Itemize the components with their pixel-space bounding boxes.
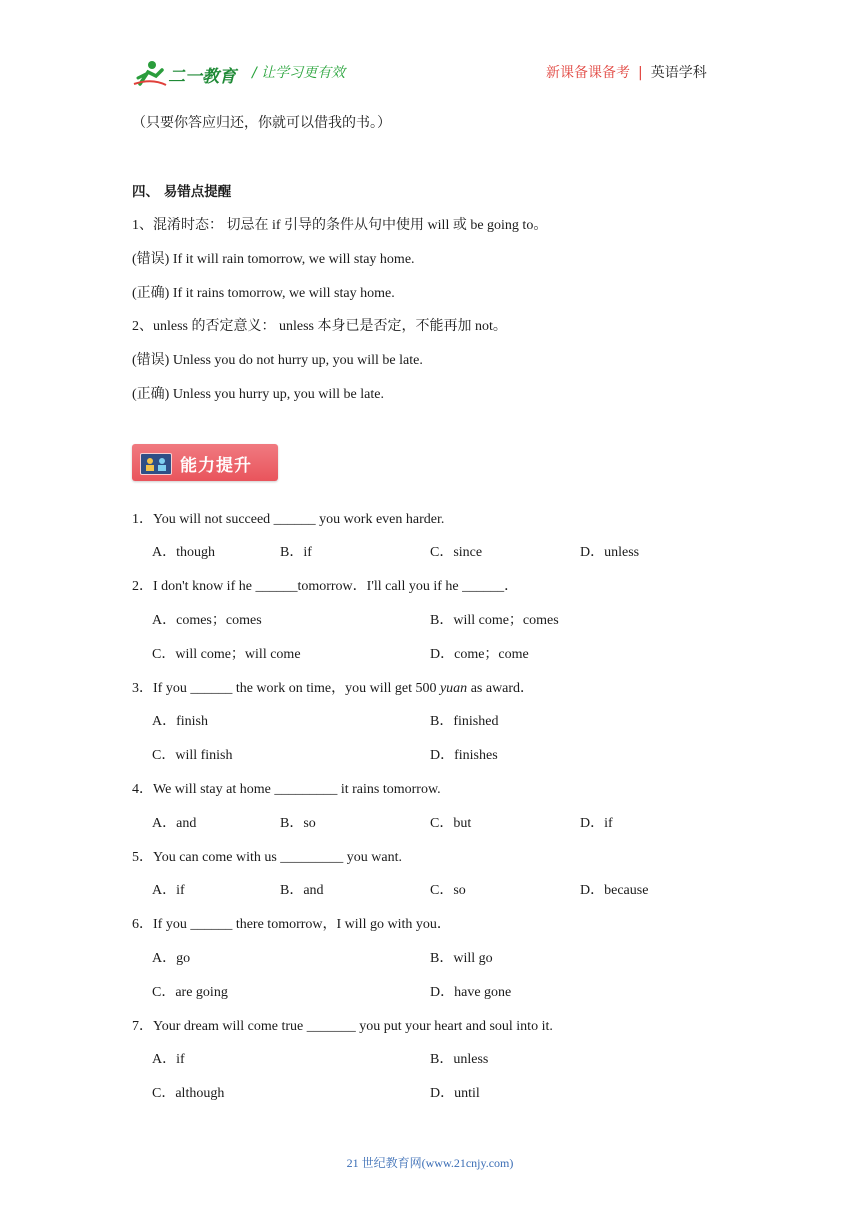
option: B．so [280, 816, 316, 831]
question-3 [132, 677, 534, 697]
question-2: 2．I don't know if he ______tomorrow．I'll call you if he ______． [132, 579, 519, 594]
option: B．will go [430, 951, 493, 966]
option: D．have gone [430, 985, 512, 1000]
tip-line: 1、混淆时态： 切忌在 if 引导的条件从句中使用 will 或 be going to。 [132, 218, 548, 233]
option: B．unless [430, 1052, 489, 1067]
tip-line: (正确) Unless you hurry up, you will be late. [132, 387, 384, 402]
question-3-italic: yuan [439, 681, 468, 696]
header-subject-label: 英语学科 [650, 65, 707, 81]
intro-line: （只要你答应归还，你就可以借我的书。） [132, 116, 391, 131]
option: D．because [580, 883, 649, 898]
question-6: 6．If you ______ there tomorrow，I will go with you． [132, 917, 451, 932]
option: D．finishes [430, 748, 498, 763]
question-3-text-end: as award． [467, 681, 535, 696]
option: B．and [280, 883, 324, 898]
tip-line: (错误) Unless you do not hurry up, you will be late. [132, 353, 423, 368]
option: D．come；come [430, 647, 529, 662]
tip-line: (错误) If it will rain tomorrow, we will stay home. [132, 252, 415, 267]
option: B．will come；comes [430, 613, 559, 628]
option: A．go [152, 951, 191, 966]
slogan: / 让学习更有效 [252, 65, 346, 81]
option: A．if [152, 1052, 185, 1067]
question-4: 4．We will stay at home _________ it rains tomorrow. [132, 782, 441, 797]
option: D．until [430, 1086, 480, 1101]
option: D．unless [580, 545, 640, 560]
question-5: 5．You can come with us _________ you want. [132, 850, 403, 865]
option: A．if [152, 883, 185, 898]
ability-banner [132, 444, 278, 481]
option: C．since [430, 545, 483, 560]
header-subject [546, 62, 707, 82]
option: C．but [430, 816, 472, 831]
question-3-text: 3．If you ______ the work on time，you will get 500 [132, 681, 440, 696]
logo-text: 二一教育 [168, 67, 236, 87]
header-separator: | [638, 65, 643, 81]
footer-link[interactable]: 21 世纪教育网(www.21cnjy.com) [346, 1156, 514, 1170]
banner-label: 能力提升 [180, 456, 252, 476]
option: C．so [430, 883, 466, 898]
question-1: 1．You will not succeed ______ you work even harder. [132, 512, 445, 527]
people-board-icon [140, 453, 172, 475]
option: C．will come；will come [152, 647, 301, 662]
brand-logo [132, 58, 242, 88]
option: C．will finish [152, 748, 233, 763]
option: C．although [152, 1086, 225, 1101]
option: A．and [152, 816, 197, 831]
header-course-label: 新课备课备考 [546, 65, 630, 81]
tip-line: (正确) If it rains tomorrow, we will stay home. [132, 286, 395, 301]
option: A．finish [152, 714, 208, 729]
option: B．finished [430, 714, 499, 729]
option: A．comes；comes [152, 613, 262, 628]
option: A．though [152, 545, 215, 560]
section-title: 四、 易错点提醒 [132, 184, 232, 200]
option: C．are going [152, 985, 228, 1000]
option: B．if [280, 545, 312, 560]
question-7: 7．Your dream will come true _______ you put your heart and soul into it. [132, 1019, 553, 1034]
option: D．if [580, 816, 613, 831]
tip-line: 2、unless 的否定意义： unless 本身已是否定，不能再加 not。 [132, 319, 507, 334]
